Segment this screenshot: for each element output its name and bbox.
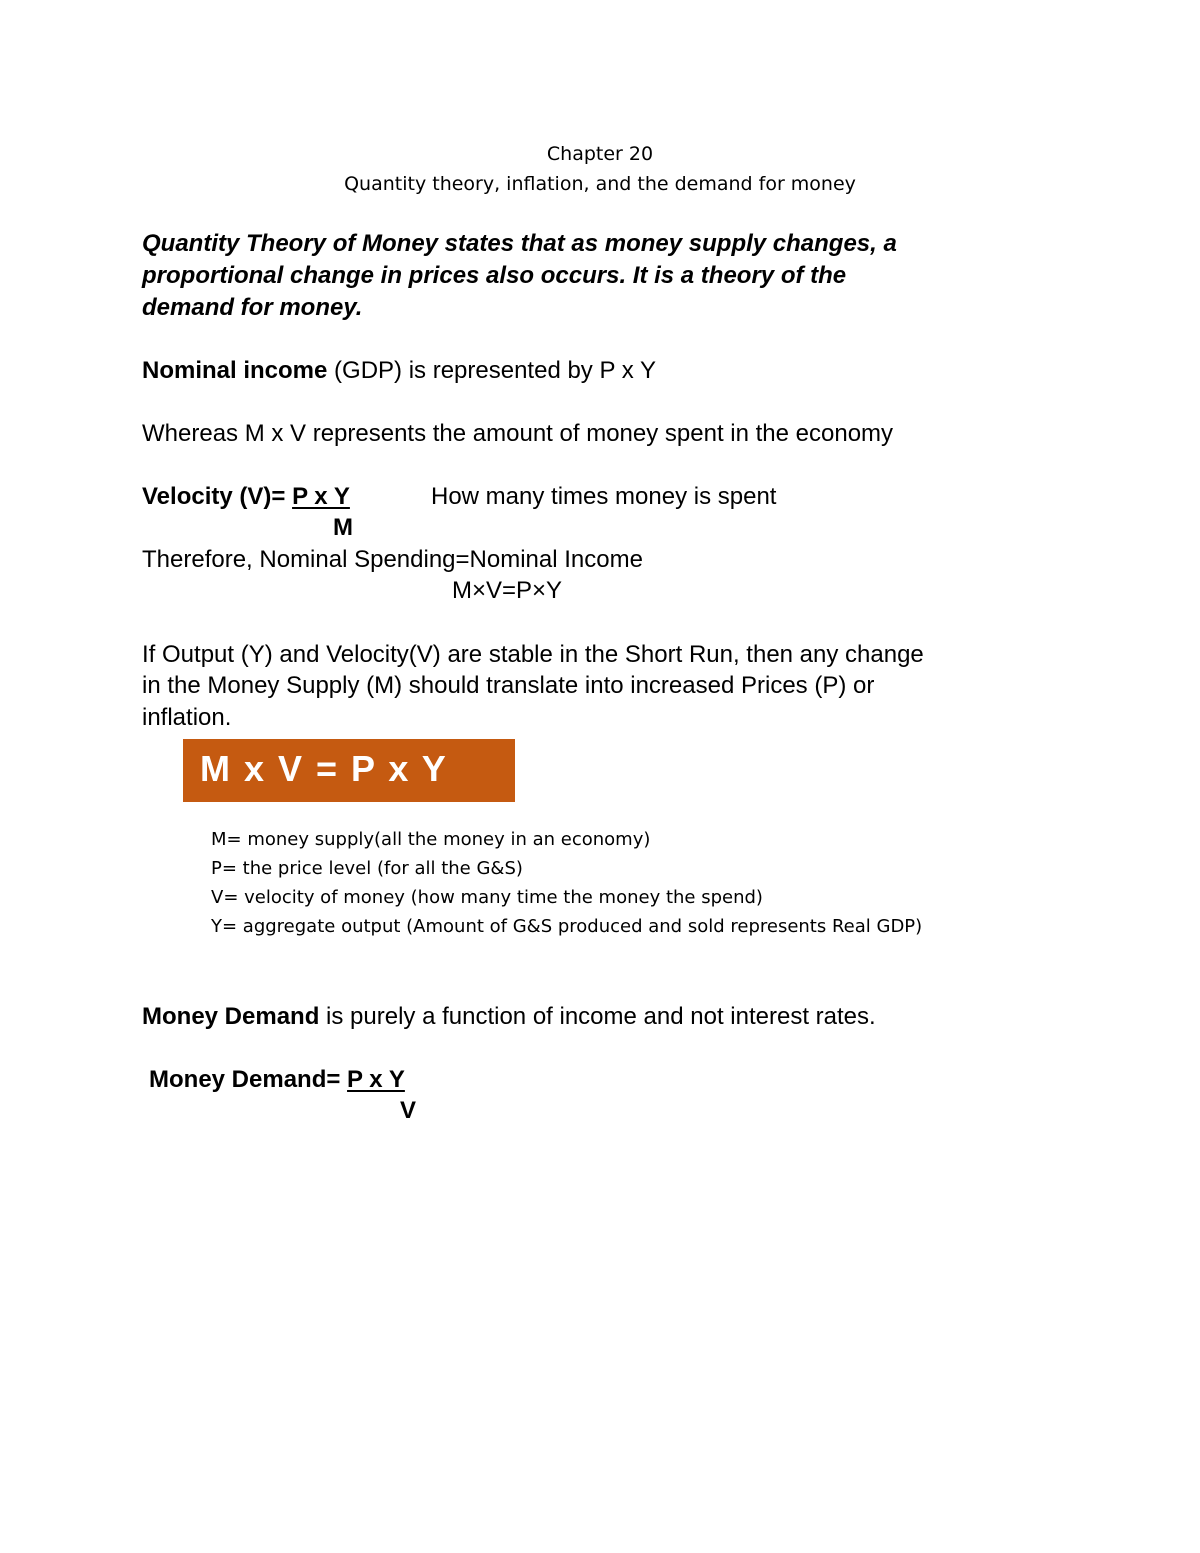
equation-banner-text: M x V = P x Y bbox=[200, 748, 448, 789]
stability-line-3: inflation. bbox=[142, 704, 232, 731]
whereas-line: Whereas M x V represents the amount of money spent in the economy bbox=[142, 420, 894, 447]
money-demand-line bbox=[142, 1001, 876, 1033]
velocity-note: How many times money is spent bbox=[431, 483, 777, 510]
definition-v: V= velocity of money (how many time the money the spend) bbox=[211, 887, 763, 908]
nominal-income-rest: (GDP) is represented by P x Y bbox=[327, 357, 656, 384]
money-demand-formula bbox=[149, 1064, 405, 1096]
nominal-income-line bbox=[142, 355, 656, 387]
stability-line-1: If Output (Y) and Velocity(V) are stable in the Short Run, then any change bbox=[142, 641, 924, 668]
money-demand-numerator: P x Y bbox=[347, 1066, 405, 1093]
money-demand-formula-label: Money Demand= bbox=[149, 1066, 348, 1093]
money-demand-denominator: V bbox=[400, 1097, 417, 1124]
intro-line-1: Quantity Theory of Money states that as money supply changes, a bbox=[142, 230, 897, 257]
velocity-label: Velocity (V)= bbox=[142, 483, 293, 510]
chapter-heading: Chapter 20 bbox=[546, 143, 654, 165]
money-demand-rest: is purely a function of income and not interest rates. bbox=[319, 1003, 876, 1030]
nominal-income-term: Nominal income bbox=[142, 357, 328, 384]
equation-banner bbox=[183, 739, 515, 802]
velocity-numerator: P x Y bbox=[292, 483, 350, 510]
chapter-subtitle: Quantity theory, inflation, and the demand for money bbox=[344, 173, 856, 195]
therefore-line: Therefore, Nominal Spending=Nominal Income bbox=[142, 546, 643, 573]
definition-p: P= the price level (for all the G&S) bbox=[211, 858, 523, 879]
definition-m: M= money supply(all the money in an economy) bbox=[211, 829, 651, 850]
intro-line-3: demand for money. bbox=[142, 294, 363, 321]
definition-y: Y= aggregate output (Amount of G&S produced and sold represents Real GDP) bbox=[211, 916, 923, 937]
therefore-equation: M×V=P×Y bbox=[452, 577, 563, 604]
velocity-formula bbox=[142, 481, 350, 513]
stability-line-2: in the Money Supply (M) should translate into increased Prices (P) or bbox=[142, 672, 875, 699]
intro-line-2: proportional change in prices also occurs. It is a theory of the bbox=[142, 262, 847, 289]
money-demand-term: Money Demand bbox=[142, 1003, 320, 1030]
velocity-denominator: M bbox=[333, 514, 353, 541]
